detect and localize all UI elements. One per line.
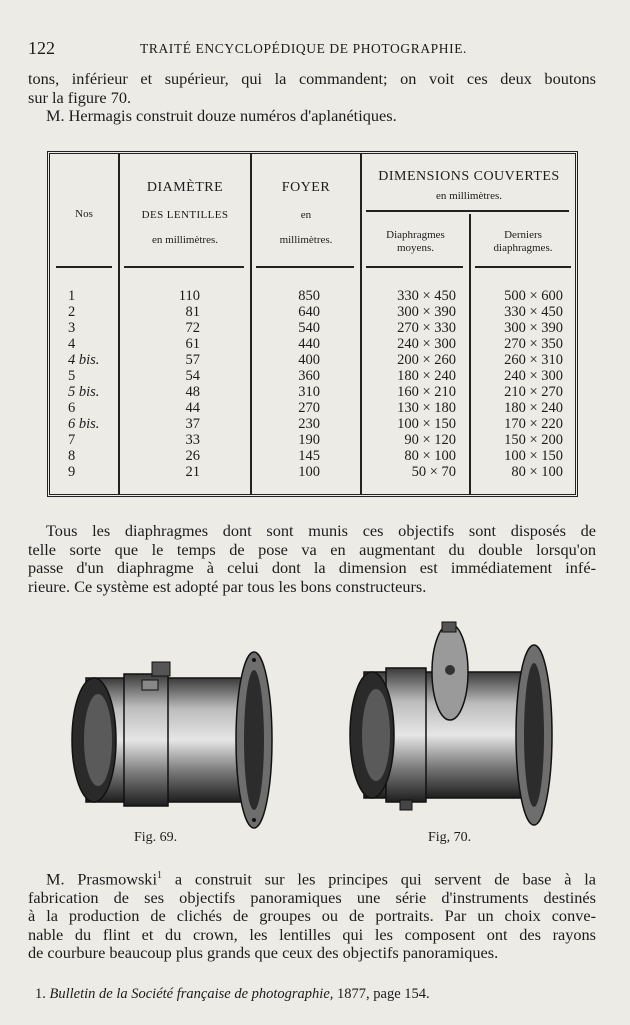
footnote-ref: 1	[156, 870, 162, 881]
cell-diaph-moyens: 330 × 450	[397, 288, 456, 304]
cell-foyer: 145	[298, 448, 320, 464]
diaphragm-paragraph	[28, 522, 596, 596]
cell-diaph-derniers: 180 × 240	[504, 400, 563, 416]
cell-diaph-moyens: 130 × 180	[397, 400, 456, 416]
running-title: TRAITÉ ENCYCLOPÉDIQUE DE PHOTOGRAPHIE.	[140, 41, 468, 56]
cell-foyer: 360	[298, 368, 320, 384]
header-diametre: DIAMÈTRE	[146, 180, 224, 195]
header-rule	[366, 210, 569, 212]
text-line: nable du flint et du crown, les lentilles qui les composent ont des rayons	[28, 924, 596, 944]
figure-70-caption: Fig, 70.	[428, 830, 472, 845]
cell-no: 4	[68, 336, 76, 352]
cell-diaph-moyens: 240 × 300	[397, 336, 456, 352]
cell-foyer: 190	[298, 432, 320, 448]
header-diametre-unit: en millimètres.	[152, 234, 218, 246]
cell-foyer: 850	[298, 288, 320, 304]
header-numero: Nos	[75, 208, 93, 220]
cell-diametre: 21	[185, 464, 200, 480]
footnote-number: 1.	[35, 986, 46, 1002]
text-line	[28, 867, 596, 889]
cell-foyer: 270	[298, 400, 320, 416]
cell-diaph-derniers: 500 × 600	[504, 288, 563, 304]
cell-diametre: 72	[185, 320, 200, 336]
cell-diametre: 54	[185, 368, 200, 384]
page-number: 122	[28, 38, 55, 58]
cell-diaph-derniers: 170 × 220	[504, 416, 563, 432]
cell-diametre: 48	[185, 384, 200, 400]
cell-no: 8	[68, 448, 76, 464]
cell-diaph-derniers: 270 × 350	[504, 336, 563, 352]
header-dimensions-unit: en millimètres.	[436, 190, 502, 202]
header-rule	[56, 266, 112, 268]
cell-foyer: 100	[298, 464, 320, 480]
cell-no: 4 bis.	[68, 352, 100, 368]
cell-no: 5 bis.	[68, 384, 100, 400]
cell-foyer: 540	[298, 320, 320, 336]
column-diaph-derniers	[471, 288, 563, 480]
page-header	[28, 38, 598, 60]
cell-diametre: 44	[185, 400, 200, 416]
text-line: passe d'un diaphragme à celui dont la dimension est immédiatement infé-	[28, 558, 596, 577]
cell-diaph-derniers: 80 × 100	[511, 464, 563, 480]
cell-diaph-derniers: 330 × 450	[504, 304, 563, 320]
cell-diametre: 37	[185, 416, 200, 432]
footnote-title: Bulletin de la Société française de photographie,	[49, 986, 334, 1002]
cell-diaph-moyens: 300 × 390	[397, 304, 456, 320]
header-dimensions: DIMENSIONS COUVERTES	[378, 169, 560, 184]
text-line: sur la figure 70.	[28, 87, 132, 107]
text-line: rieure. Ce système est adopté par tous les bons constructeurs.	[28, 576, 427, 596]
cell-diametre: 57	[185, 352, 200, 368]
cell-diaph-moyens: 80 × 100	[404, 448, 456, 464]
header-diaph-derniers: Derniers	[504, 229, 542, 241]
header-diaph-moyens: Diaphragmes	[386, 229, 445, 241]
text-line: Tous les diaphragmes dont sont munis ces objectifs sont disposés de	[46, 521, 596, 540]
figure-69-caption: Fig. 69.	[134, 830, 178, 845]
cell-diaph-derniers: 240 × 300	[504, 368, 563, 384]
header-diaph-derniers-2: diaphragmes.	[493, 242, 553, 254]
cell-diametre: 33	[185, 432, 200, 448]
cell-foyer: 440	[298, 336, 320, 352]
author-name: M. Prasmowski	[46, 869, 157, 889]
cell-no: 1	[68, 288, 76, 304]
header-rule	[366, 266, 463, 268]
cell-diaph-moyens: 90 × 120	[404, 432, 456, 448]
header-foyer-unit: millimètres.	[279, 234, 333, 246]
text-line: fabrication de ses objectifs panoramiques une série d'instruments destinés	[28, 887, 596, 907]
figure-70-lens	[342, 620, 558, 830]
header-rule	[256, 266, 354, 268]
figure-69-lens	[64, 644, 278, 830]
cell-foyer: 400	[298, 352, 320, 368]
aplanetic-table	[47, 151, 578, 497]
header-foyer: FOYER	[281, 180, 331, 195]
intro-paragraph	[28, 70, 596, 126]
text-line: à la production de clichés de groupes ou de portraits. Par un choix conve-	[28, 906, 596, 926]
cell-diaph-moyens: 200 × 260	[397, 352, 456, 368]
text-line: tons, inférieur et supérieur, qui la commandent; on voit ces deux boutons	[28, 69, 596, 88]
cell-no: 6 bis.	[68, 416, 100, 432]
cell-no: 9	[68, 464, 76, 480]
cell-diametre: 81	[185, 304, 200, 320]
column-numeros	[68, 288, 118, 480]
cell-diaph-derniers: 210 × 270	[504, 384, 563, 400]
cell-diaph-derniers: 150 × 200	[504, 432, 563, 448]
cell-diametre: 61	[185, 336, 200, 352]
cell-no: 2	[68, 304, 76, 320]
cell-foyer: 310	[298, 384, 320, 400]
text-line: telle sorte que le temps de pose va en augmentant du double lorsqu'on	[28, 539, 596, 559]
text-line: de courbure beaucoup plus grands que ceux des objectifs panoramiques.	[28, 943, 499, 963]
cell-diaph-derniers: 300 × 390	[504, 320, 563, 336]
cell-no: 6	[68, 400, 76, 416]
cell-foyer: 640	[298, 304, 320, 320]
header-rule	[124, 266, 244, 268]
cell-diametre: 110	[178, 288, 200, 304]
cell-no: 3	[68, 320, 76, 336]
cell-diametre: 26	[185, 448, 200, 464]
cell-foyer: 230	[298, 416, 320, 432]
footnote	[35, 986, 430, 1003]
text-fragment: a construit sur les principes qui servent de base à la	[174, 869, 596, 889]
cell-no: 7	[68, 432, 76, 448]
header-foyer-sub: en	[300, 209, 312, 221]
cell-diaph-moyens: 270 × 330	[397, 320, 456, 336]
header-rule	[475, 266, 571, 268]
cell-diaph-moyens: 180 × 240	[397, 368, 456, 384]
column-diametre	[120, 288, 200, 480]
cell-diaph-moyens: 100 × 150	[397, 416, 456, 432]
header-diaph-moyens-2: moyens.	[397, 242, 434, 254]
text-line: M. Hermagis construit douze numéros d'aplanétiques.	[46, 106, 397, 125]
header-diametre-sub: DES LENTILLES	[141, 209, 229, 221]
footnote-source: 1877, page 154.	[337, 986, 430, 1002]
prasmowski-paragraph	[28, 867, 596, 963]
cell-diaph-moyens: 50 × 70	[411, 464, 456, 480]
lens-illustration-69	[64, 644, 278, 830]
column-diaph-moyens	[362, 288, 456, 480]
cell-no: 5	[68, 368, 76, 384]
column-foyer	[252, 288, 320, 480]
cell-diaph-derniers: 260 × 310	[504, 352, 563, 368]
lens-illustration-70	[342, 620, 558, 830]
cell-diaph-moyens: 160 × 210	[397, 384, 456, 400]
cell-diaph-derniers: 100 × 150	[504, 448, 563, 464]
